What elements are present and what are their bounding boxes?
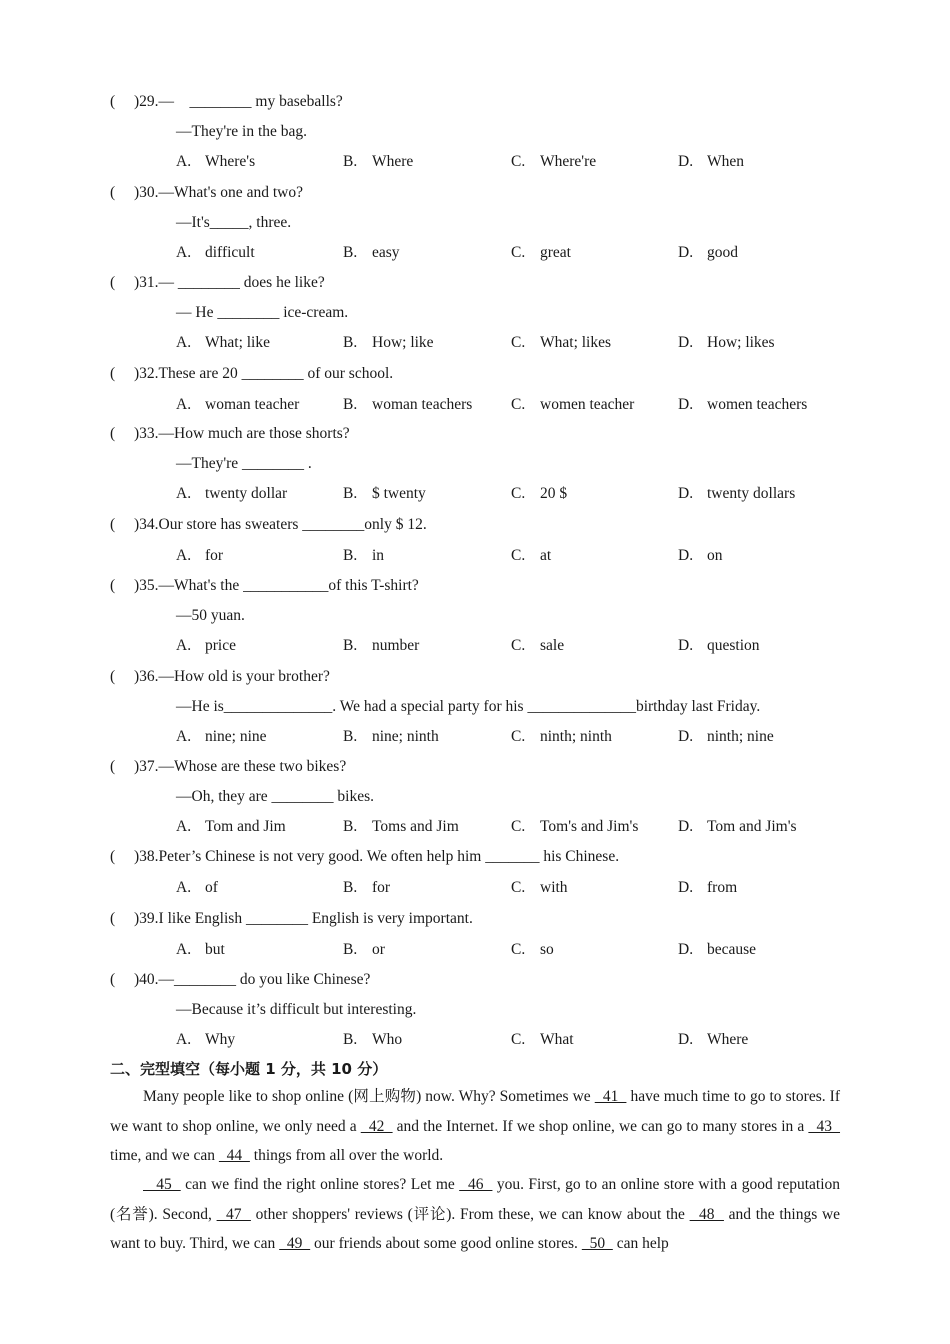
option-b[interactable]	[343, 877, 390, 899]
option-letter: B.	[343, 728, 358, 745]
option-d[interactable]	[678, 483, 795, 505]
question-reply: —They're ________ .	[176, 455, 312, 472]
option-text: Where	[372, 153, 414, 170]
question-reply: —It's_____, three.	[176, 214, 292, 231]
option-letter: B.	[343, 547, 358, 564]
question-number: 29.	[139, 93, 159, 110]
question-reply: —Oh, they are ________ bikes.	[176, 788, 375, 805]
answer-bracket-open: (	[110, 668, 116, 685]
option-letter: B.	[343, 334, 358, 351]
answer-bracket-open: (	[110, 516, 116, 533]
answer-bracket-open: (	[110, 365, 116, 382]
answer-bracket-close: )	[134, 365, 140, 382]
option-text: easy	[372, 244, 400, 261]
option-letter: A.	[176, 637, 192, 654]
option-text: ninth; nine	[707, 728, 774, 745]
option-a[interactable]	[176, 726, 267, 748]
option-text: Toms and Jim	[372, 818, 459, 835]
option-text: for	[372, 879, 391, 896]
passage-text: our friends about some good online stores.	[310, 1235, 582, 1252]
option-c[interactable]	[511, 545, 551, 567]
option-letter: B.	[343, 941, 358, 958]
option-letter: A.	[176, 153, 192, 170]
answer-bracket-close: )	[134, 848, 140, 865]
option-text: What; like	[205, 334, 270, 351]
option-b[interactable]	[343, 332, 434, 354]
option-a[interactable]	[176, 877, 218, 899]
option-c[interactable]	[511, 635, 564, 657]
answer-bracket-open: (	[110, 425, 116, 442]
question-text: —How much are those shorts?	[158, 425, 350, 442]
answer-bracket-close: )	[134, 758, 140, 775]
option-letter: D.	[678, 396, 694, 413]
option-letter: C.	[511, 396, 526, 413]
option-letter: D.	[678, 637, 694, 654]
option-letter: C.	[511, 153, 526, 170]
cloze-blank[interactable]: 41	[594, 1088, 627, 1105]
question-number: 34.	[139, 516, 159, 533]
option-text: Tom and Jim	[205, 818, 286, 835]
option-b[interactable]	[343, 242, 400, 264]
option-text: ninth; ninth	[540, 728, 612, 745]
question-text: — ________ my baseballs?	[158, 93, 343, 110]
option-text: for	[205, 547, 224, 564]
option-text: good	[707, 244, 738, 261]
question-number: 30.	[139, 184, 159, 201]
question-reply: —They're in the bag.	[176, 123, 308, 140]
option-a[interactable]	[176, 816, 286, 838]
option-text: When	[707, 153, 745, 170]
passage-text: things from all over the world.	[249, 1147, 444, 1164]
question-number: 40.	[139, 971, 159, 988]
answer-bracket-open: (	[110, 910, 116, 927]
option-letter: B.	[343, 244, 358, 261]
answer-bracket-open: (	[110, 93, 116, 110]
question-stem	[110, 182, 303, 204]
question-text: —Whose are these two bikes?	[158, 758, 347, 775]
option-letter: A.	[176, 547, 192, 564]
option-d[interactable]	[678, 545, 723, 567]
question-text: — ________ does he like?	[158, 274, 325, 291]
option-a[interactable]	[176, 332, 270, 354]
question-stem	[110, 756, 346, 778]
question-text: Peter’s Chinese is not very good. We often help him _______ his Chinese.	[158, 848, 620, 865]
option-letter: C.	[511, 818, 526, 835]
question-number: 33.	[139, 425, 159, 442]
answer-bracket-close: )	[134, 93, 140, 110]
cloze-blank[interactable]: 49	[279, 1235, 311, 1252]
option-text: because	[707, 941, 757, 958]
option-b[interactable]	[343, 939, 385, 961]
option-text: twenty dollar	[205, 485, 288, 502]
option-c[interactable]	[511, 483, 567, 505]
answer-bracket-open: (	[110, 758, 116, 775]
option-letter: B.	[343, 153, 358, 170]
option-letter: D.	[678, 244, 694, 261]
option-letter: C.	[511, 728, 526, 745]
answer-bracket-close: )	[134, 425, 140, 442]
option-letter: D.	[678, 334, 694, 351]
option-text: but	[205, 941, 225, 958]
option-text: question	[707, 637, 760, 654]
question-text: —How old is your brother?	[158, 668, 330, 685]
cloze-blank[interactable]: 46	[459, 1176, 493, 1193]
option-text: of	[205, 879, 218, 896]
cloze-blank[interactable]: 44	[218, 1147, 250, 1164]
option-letter: C.	[511, 244, 526, 261]
option-b[interactable]	[343, 394, 472, 416]
question-number: 31.	[139, 274, 159, 291]
option-d[interactable]	[678, 816, 797, 838]
answer-bracket-close: )	[134, 516, 140, 533]
cloze-blank[interactable]: 47	[216, 1205, 251, 1223]
option-letter: D.	[678, 879, 694, 896]
answer-bracket-open: (	[110, 274, 116, 291]
option-b[interactable]	[343, 545, 384, 567]
option-text: from	[707, 879, 738, 896]
option-letter: B.	[343, 485, 358, 502]
option-d[interactable]	[678, 151, 744, 173]
option-text: 20 $	[540, 485, 568, 502]
passage-paragraph	[110, 1082, 840, 1171]
answer-bracket-close: )	[134, 971, 140, 988]
option-letter: C.	[511, 879, 526, 896]
question-reply: —He is______________. We had a special party for his ______________birthday last Friday.	[176, 698, 761, 715]
option-b[interactable]	[343, 635, 419, 657]
cloze-blank[interactable]: 48	[689, 1205, 724, 1223]
option-letter: A.	[176, 818, 192, 835]
option-letter: C.	[511, 485, 526, 502]
option-text: Where	[707, 1031, 749, 1048]
option-letter: D.	[678, 818, 694, 835]
option-letter: D.	[678, 547, 694, 564]
option-c[interactable]	[511, 726, 612, 748]
option-d[interactable]	[678, 332, 775, 354]
option-text: women teacher	[540, 396, 635, 413]
option-d[interactable]	[678, 242, 738, 264]
option-text: or	[372, 941, 385, 958]
question-text: I like English ________ English is very important.	[158, 910, 473, 927]
option-letter: C.	[511, 547, 526, 564]
passage-text: have much time to go to stores. If we want to shop online, we only need a	[110, 1088, 841, 1135]
question-stem	[110, 363, 393, 385]
option-letter: B.	[343, 818, 358, 835]
option-c[interactable]	[511, 151, 596, 173]
question-stem	[110, 272, 325, 294]
passage-text: can we find the right online stores? Let me	[180, 1176, 460, 1193]
passage-text: and the Internet. If we shop online, we can go to many stores in a	[392, 1117, 809, 1135]
question-number: 38.	[139, 848, 159, 865]
option-text: difficult	[205, 244, 255, 261]
option-text: woman teachers	[372, 396, 473, 413]
cloze-blank[interactable]: 42	[360, 1117, 393, 1135]
passage-text: you. First, go to an online store with a good reputation (名誉). Second,	[110, 1176, 840, 1223]
question-reply: —Because it’s difficult but interesting.	[176, 1001, 417, 1018]
passage-text: other shoppers' reviews (评论). From these, we can know about the	[250, 1205, 690, 1223]
option-d[interactable]	[678, 635, 760, 657]
option-c[interactable]	[511, 1029, 574, 1051]
option-letter: A.	[176, 244, 192, 261]
option-a[interactable]	[176, 1029, 235, 1051]
option-a[interactable]	[176, 242, 255, 264]
question-text: —What's one and two?	[158, 184, 303, 201]
answer-bracket-open: (	[110, 848, 116, 865]
option-c[interactable]	[511, 816, 638, 838]
option-text: with	[540, 879, 568, 896]
option-a[interactable]	[176, 394, 299, 416]
section-heading: 二、完型填空（每小题 1 分，共 10 分）	[110, 1060, 388, 1078]
question-number: 39.	[139, 910, 159, 927]
passage-text: Many people like to shop online (网上购物) now. Why? Sometimes we	[143, 1088, 595, 1105]
answer-bracket-open: (	[110, 184, 116, 201]
option-c[interactable]	[511, 939, 554, 961]
option-letter: A.	[176, 879, 192, 896]
option-letter: B.	[343, 879, 358, 896]
option-c[interactable]	[511, 877, 568, 899]
option-letter: A.	[176, 1031, 192, 1048]
option-letter: C.	[511, 1031, 526, 1048]
option-letter: D.	[678, 941, 694, 958]
option-letter: B.	[343, 1031, 358, 1048]
option-text: great	[540, 244, 571, 261]
option-text: Tom's and Jim's	[540, 818, 639, 835]
option-d[interactable]	[678, 726, 774, 748]
option-b[interactable]	[343, 1029, 402, 1051]
question-stem	[110, 846, 619, 868]
question-text: —________ do you like Chinese?	[158, 971, 371, 988]
option-c[interactable]	[511, 332, 611, 354]
question-stem	[110, 969, 370, 991]
option-text: Where're	[540, 153, 597, 170]
option-c[interactable]	[511, 394, 634, 416]
option-letter: A.	[176, 396, 192, 413]
question-stem	[110, 666, 330, 688]
option-a[interactable]	[176, 635, 236, 657]
answer-bracket-close: )	[134, 274, 140, 291]
option-text: Where's	[205, 153, 256, 170]
cloze-blank[interactable]: 50	[581, 1235, 613, 1252]
option-text: Who	[372, 1031, 403, 1048]
answer-bracket-close: )	[134, 577, 140, 594]
option-b[interactable]	[343, 151, 413, 173]
option-letter: A.	[176, 485, 192, 502]
question-reply: — He ________ ice-cream.	[176, 304, 349, 321]
option-text: Why	[205, 1031, 236, 1048]
option-letter: D.	[678, 153, 694, 170]
option-text: What	[540, 1031, 574, 1048]
option-a[interactable]	[176, 483, 287, 505]
cloze-blank[interactable]: 43	[808, 1117, 841, 1135]
option-text: at	[540, 547, 552, 564]
option-letter: C.	[511, 334, 526, 351]
option-a[interactable]	[176, 939, 225, 961]
option-letter: C.	[511, 941, 526, 958]
option-letter: B.	[343, 396, 358, 413]
option-letter: A.	[176, 334, 192, 351]
option-d[interactable]	[678, 939, 756, 961]
question-stem	[110, 575, 419, 597]
option-letter: C.	[511, 637, 526, 654]
option-b[interactable]	[343, 726, 439, 748]
option-text: How; likes	[707, 334, 775, 351]
option-text: twenty dollars	[707, 485, 796, 502]
question-text: —What's the ___________of this T-shirt?	[158, 577, 419, 594]
passage-text: can help	[612, 1235, 669, 1252]
option-d[interactable]	[678, 394, 807, 416]
question-number: 37.	[139, 758, 159, 775]
answer-bracket-open: (	[110, 577, 116, 594]
option-c[interactable]	[511, 242, 571, 264]
option-letter: D.	[678, 1031, 694, 1048]
option-letter: A.	[176, 728, 192, 745]
option-text: nine; ninth	[372, 728, 439, 745]
option-b[interactable]	[343, 816, 459, 838]
option-letter: A.	[176, 941, 192, 958]
question-number: 36.	[139, 668, 159, 685]
question-stem	[110, 908, 473, 930]
question-stem	[110, 514, 427, 536]
answer-bracket-close: )	[134, 910, 140, 927]
option-text: on	[707, 547, 723, 564]
cloze-blank[interactable]: 45	[143, 1176, 181, 1193]
answer-bracket-open: (	[110, 971, 116, 988]
option-a[interactable]	[176, 151, 255, 173]
passage-text: time, and we can	[110, 1147, 219, 1164]
question-number: 32.	[139, 365, 159, 382]
option-text: number	[372, 637, 420, 654]
option-a[interactable]	[176, 545, 223, 567]
question-text: These are 20 ________ of our school.	[158, 365, 394, 382]
question-number: 35.	[139, 577, 159, 594]
answer-bracket-close: )	[134, 184, 140, 201]
option-b[interactable]	[343, 483, 426, 505]
option-d[interactable]	[678, 877, 737, 899]
question-stem	[110, 423, 350, 445]
option-d[interactable]	[678, 1029, 748, 1051]
passage-text: and the things we want to buy. Third, we can	[110, 1205, 841, 1252]
option-text: sale	[540, 637, 565, 654]
answer-bracket-close: )	[134, 668, 140, 685]
option-text: Tom and Jim's	[707, 818, 797, 835]
option-text: woman teacher	[205, 396, 300, 413]
option-text: price	[205, 637, 236, 654]
question-reply: —50 yuan.	[176, 607, 245, 624]
option-letter: D.	[678, 485, 694, 502]
option-text: What; likes	[540, 334, 612, 351]
option-letter: B.	[343, 637, 358, 654]
option-text: women teachers	[707, 396, 808, 413]
option-text: in	[372, 547, 385, 564]
option-text: so	[540, 941, 554, 958]
option-text: $ twenty	[372, 485, 426, 502]
option-text: nine; nine	[205, 728, 267, 745]
question-text: Our store has sweaters ________only $ 12.	[158, 516, 427, 533]
question-stem	[110, 91, 343, 113]
option-letter: D.	[678, 728, 694, 745]
passage-paragraph	[110, 1170, 840, 1259]
option-text: How; like	[372, 334, 434, 351]
